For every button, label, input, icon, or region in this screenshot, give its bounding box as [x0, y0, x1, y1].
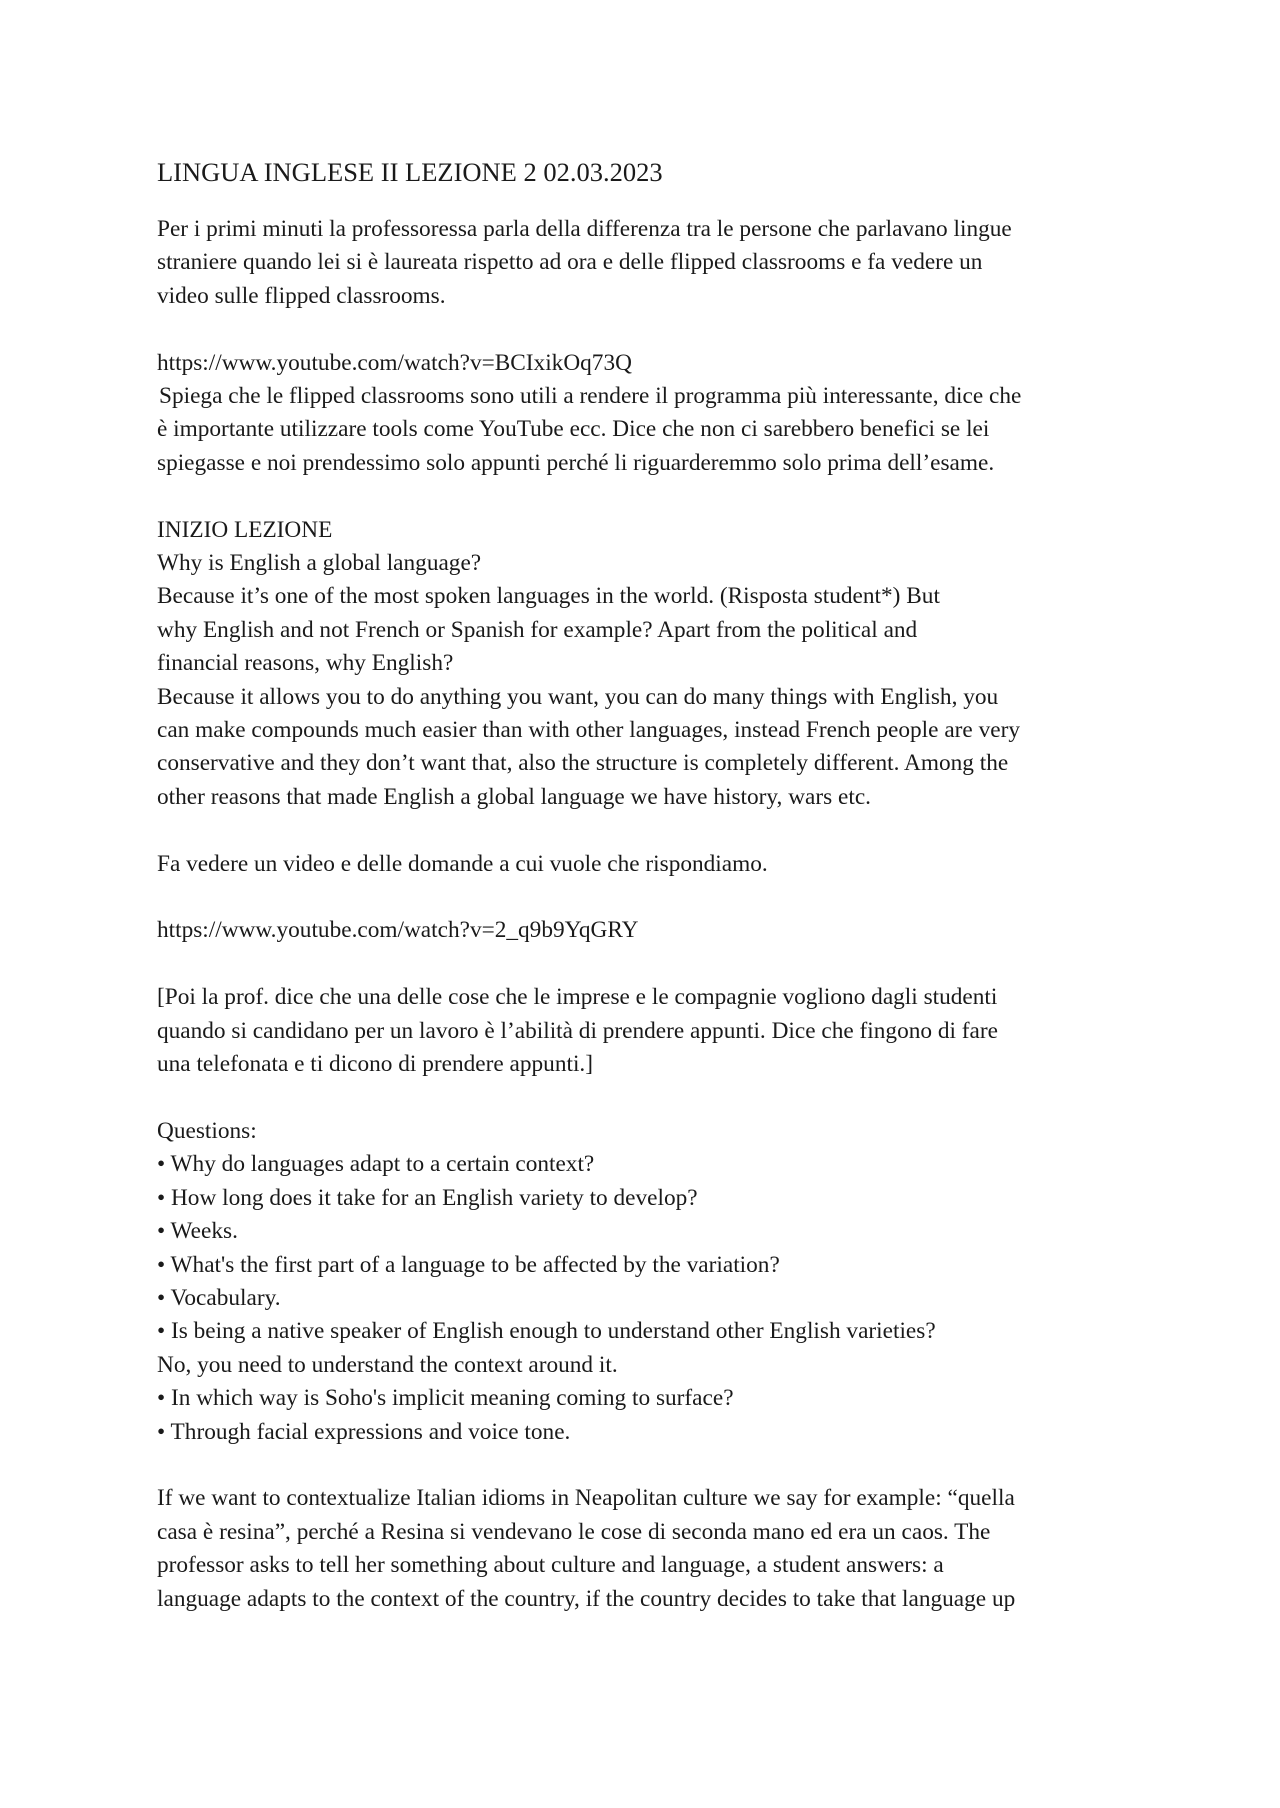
document-page — [157, 152, 1157, 1616]
question-item: • Weeks. — [157, 1218, 238, 1245]
intro-line: Per i primi minuti la professoressa parla della differenza tra le persone che parlavano lingue — [157, 216, 1012, 242]
question-item: • What's the first part of a language to be affected by the variation? — [157, 1251, 780, 1278]
closing-line: professor asks to tell her something about culture and language, a student answers: a — [157, 1552, 944, 1579]
lesson-line: other reasons that made English a global language we have history, wars etc. — [157, 783, 871, 810]
paragraph-gap — [157, 480, 1157, 513]
paragraph-gap — [157, 1081, 1157, 1114]
paragraph-gap — [157, 948, 1157, 981]
intro-line: video sulle flipped classrooms. — [157, 282, 446, 309]
youtube-link-2[interactable]: https://www.youtube.com/watch?v=2_q9b9YqGRY — [157, 917, 639, 944]
lesson-line: Because it’s one of the most spoken languages in the world. (Risposta student*) But — [157, 583, 940, 610]
lesson-line: Why is English a global language? — [157, 550, 482, 577]
document-title: LINGUA INGLESE II LEZIONE 2 02.03.2023 — [157, 157, 663, 187]
question-item: • Why do languages adapt to a certain context? — [157, 1151, 595, 1178]
closing-line: casa è resina”, perché a Resina si vendevano le cose di seconda mano ed era un caos. The — [157, 1518, 991, 1545]
question-item: No, you need to understand the context around it. — [157, 1351, 618, 1378]
prof-note-paragraph — [157, 981, 1157, 1081]
intro-line: straniere quando lei si è laureata rispetto ad ora e delle flipped classrooms e fa vedere un — [157, 249, 983, 276]
question-item: • Is being a native speaker of English enough to understand other English varieties? — [157, 1318, 936, 1345]
flipped-classroom-paragraph — [157, 380, 1157, 480]
question-item: • In which way is Soho's implicit meaning coming to surface? — [157, 1385, 734, 1412]
prof-note-line: una telefonata e ti dicono di prendere appunti.] — [157, 1051, 593, 1078]
closing-paragraph — [157, 1482, 1157, 1616]
lesson-start-section — [157, 514, 1157, 815]
closing-line: If we want to contextualize Italian idioms in Neapolitan culture we say for example: “quella — [157, 1485, 1015, 1512]
paragraph-gap — [157, 814, 1157, 847]
prof-note-line: [Poi la prof. dice che una delle cose che le imprese e le compagnie vogliono dagli studenti — [157, 984, 998, 1011]
flipped-line: è importante utilizzare tools come YouTube ecc. Dice che non ci sarebbero benefici se lei — [157, 416, 990, 443]
section-heading: INIZIO LEZIONE — [157, 516, 333, 543]
question-item: • How long does it take for an English variety to develop? — [157, 1184, 698, 1211]
question-item: • Vocabulary. — [157, 1284, 281, 1311]
lesson-line: financial reasons, why English? — [157, 650, 454, 677]
questions-header: Questions: — [157, 1117, 257, 1144]
video-note: Fa vedere un video e delle domande a cui vuole che rispondiamo. — [157, 850, 768, 877]
intro-paragraph — [157, 213, 1157, 313]
closing-line: language adapts to the context of the country, if the country decides to take that language up — [157, 1585, 1016, 1612]
youtube-link-1[interactable]: https://www.youtube.com/watch?v=BCIxikOq73Q — [157, 349, 632, 376]
lesson-line: can make compounds much easier than with other languages, instead French people are very — [157, 717, 1020, 744]
question-item: • Through facial expressions and voice tone. — [157, 1418, 571, 1445]
flipped-line: Spiega che le flipped classrooms sono utili a rendere il programma più interessante, dice che — [159, 383, 1022, 410]
paragraph-gap — [157, 881, 1157, 914]
paragraph-gap — [157, 1449, 1157, 1482]
prof-note-line: quando si candidano per un lavoro è l’abilità di prendere appunti. Dice che fingono di fare — [157, 1017, 998, 1044]
paragraph-gap — [157, 313, 1157, 346]
questions-section — [157, 1115, 1157, 1449]
lesson-line: why English and not French or Spanish for example? Apart from the political and — [157, 616, 918, 643]
flipped-line: spiegasse e noi prendessimo solo appunti perché li riguarderemmo solo prima dell’esame. — [157, 449, 995, 476]
lesson-line: Because it allows you to do anything you want, you can do many things with English, you — [157, 683, 999, 710]
lesson-line: conservative and they don’t want that, also the structure is completely different. Among the — [157, 750, 1009, 777]
